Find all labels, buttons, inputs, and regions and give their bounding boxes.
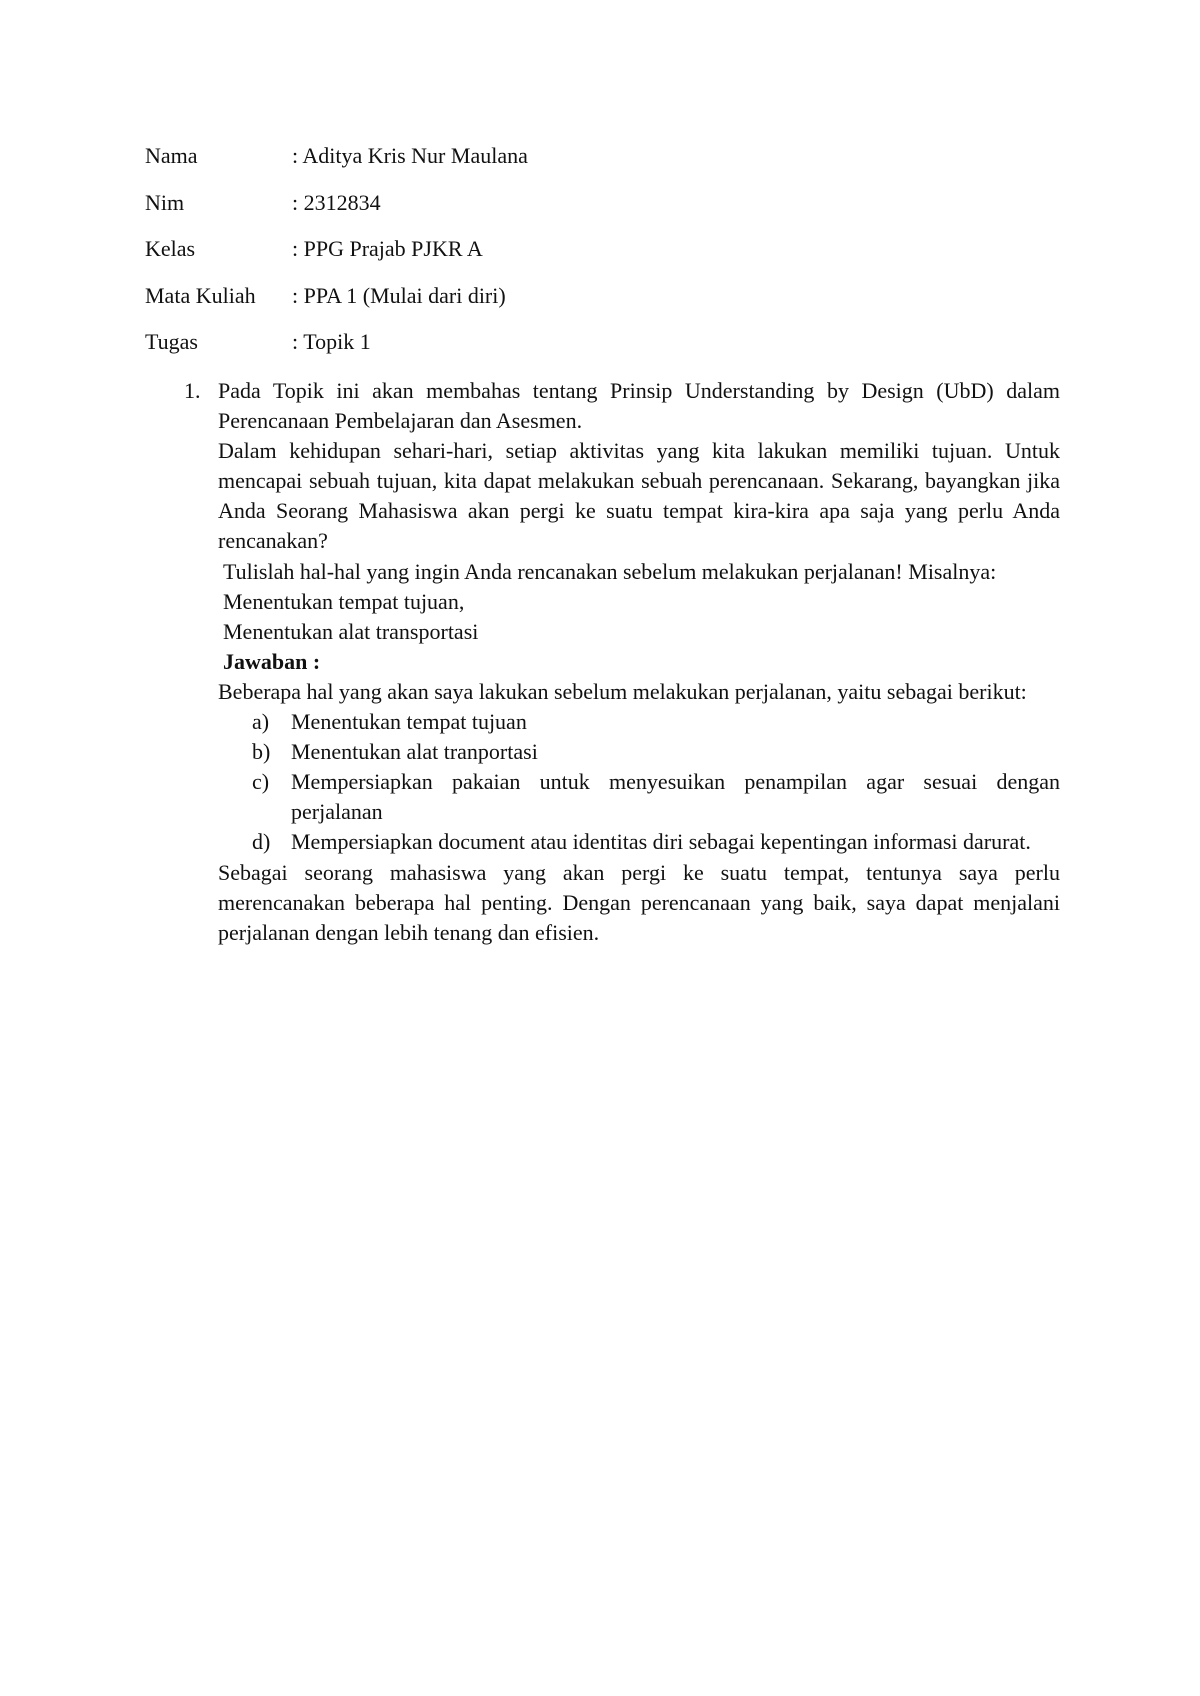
answer-intro: Beberapa hal yang akan saya lakukan sebelum melakukan perjalanan, yaitu sebagai berikut: xyxy=(218,678,1027,704)
info-value: : PPA 1 (Mulai dari diri) xyxy=(292,282,506,308)
info-row-tugas xyxy=(145,329,845,376)
answer-text: Mempersiapkan document atau identitas diri sebagai kepentingan informasi darurat. xyxy=(291,829,1031,855)
answer-list xyxy=(218,707,1060,857)
info-label: Kelas xyxy=(145,236,196,261)
question-section xyxy=(145,376,1060,948)
question-context: Dalam kehidupan sehari-hari, setiap aktivitas yang kita lakukan memiliki tujuan. Untuk mencapai sebuah tujuan, kita dapat melakukan sebuah perencanaan. Sekarang, bayangkan jika Anda Seorang Mahasiswa akan pergi ke suatu tempat kira-kira apa saja yang perlu Anda rencanakan? xyxy=(218,438,1060,554)
answer-marker: a) xyxy=(252,709,270,735)
question-number: 1. xyxy=(184,378,201,403)
info-row-nama xyxy=(145,143,845,190)
info-label: Nim xyxy=(145,189,185,215)
answer-list-item xyxy=(218,737,1060,767)
answer-conclusion: Sebagai seorang mahasiswa yang akan pergi ke suatu tempat, tentunya saya perlu merencanakan beberapa hal penting. Dengan perencanaan yang baik, saya dapat menjalani perjalanan dengan lebih tenang dan efisien. xyxy=(218,859,1060,945)
answer-list-item xyxy=(218,767,1060,827)
info-value: : Aditya Kris Nur Maulana xyxy=(292,143,528,168)
example-item: Menentukan alat transportasi xyxy=(223,618,479,644)
info-row-kelas xyxy=(145,236,845,283)
info-row-nim xyxy=(145,190,845,237)
answer-marker: d) xyxy=(252,829,271,855)
question-intro: Pada Topik ini akan membahas tentang Prinsip Understanding by Design (UbD) dalam Perencanaan Pembelajaran dan Asesmen. xyxy=(218,378,1060,434)
info-value: : 2312834 xyxy=(292,189,381,215)
answer-text: Menentukan alat tranportasi xyxy=(291,739,538,765)
info-row-mata-kuliah xyxy=(145,283,845,330)
answer-label: Jawaban : xyxy=(223,648,321,674)
answer-marker: c) xyxy=(252,769,270,795)
student-info xyxy=(145,143,845,376)
example-item: Menentukan tempat tujuan, xyxy=(223,588,465,614)
info-value: : PPG Prajab PJKR A xyxy=(292,236,483,261)
question-body xyxy=(218,376,1060,948)
answer-list-item xyxy=(218,827,1060,857)
answer-text: Mempersiapkan pakaian untuk menyesuikan penampilan agar sesuai dengan perjalanan xyxy=(291,769,1060,825)
answer-text: Menentukan tempat tujuan xyxy=(291,709,527,735)
info-label: Mata Kuliah xyxy=(145,282,256,308)
info-value: : Topik 1 xyxy=(292,329,371,354)
question-item xyxy=(145,376,1060,948)
question-instruction: Tulislah hal-hal yang ingin Anda rencanakan sebelum melakukan perjalanan! Misalnya: xyxy=(223,558,997,584)
answer-list-item xyxy=(218,707,1060,737)
info-label: Tugas xyxy=(145,329,198,354)
info-label: Nama xyxy=(145,143,198,168)
answer-marker: b) xyxy=(252,739,271,765)
